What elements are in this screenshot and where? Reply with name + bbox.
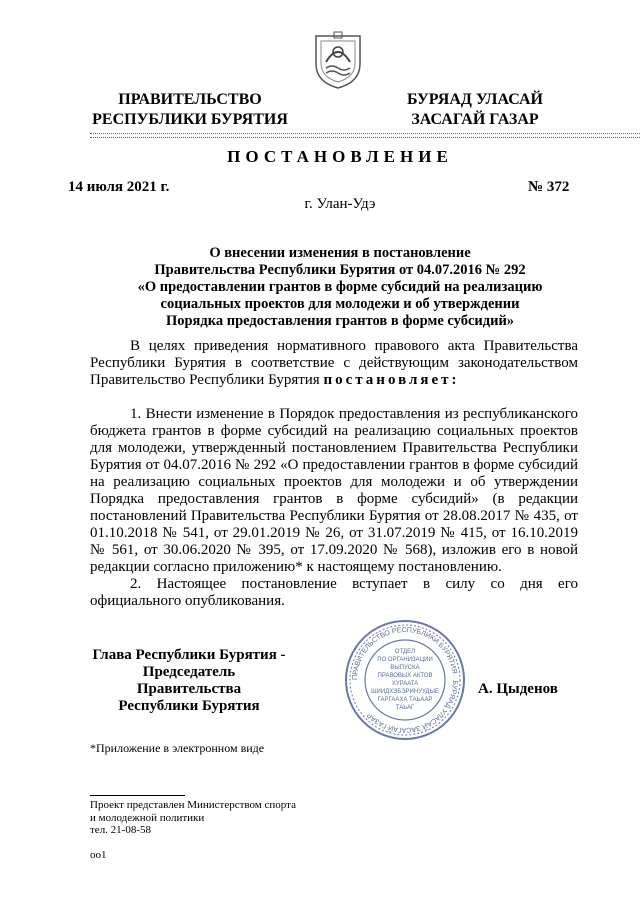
footer-separator: [90, 795, 185, 796]
stamp-line: ХУРААТА: [391, 681, 419, 687]
stamp-line: ТАЬАГ: [395, 705, 415, 711]
footer-line: и молодежной политики: [90, 811, 205, 824]
title-line: О внесении изменения в постановление: [209, 245, 471, 261]
document-date: 14 июля 2021 г.: [68, 179, 170, 195]
header-left: [80, 90, 300, 130]
coat-of-arms-emblem: [312, 30, 364, 90]
appendix-note: *Приложение в электронном виде: [90, 741, 265, 755]
header-left-line2: РЕСПУБЛИКИ БУРЯТИЯ: [92, 111, 288, 128]
stamp-ring-text: ПРАВИТЕЛЬСТВО РЕСПУБЛИКИ БУРЯТИЯ · БУРЯАД УЛАСАЙ ЗАСАГАЙ ГАЗАР: [351, 626, 459, 734]
preamble-decree: постановляет:: [323, 372, 460, 388]
document-type: ПОСТАНОВЛЕНИЕ: [227, 147, 453, 166]
paragraph-1: 1. Внести изменение в Порядок предоставления из республиканского бюджета грантов в форме субсидий на реализацию социальных проектов для молодежи, утвержденный постановлением Правительства Республики Бурятия от 04.07.2016 № 292 «О предоставлении грантов в форме субсидий на реализацию социальных проектов для молодежи и об утверждении Порядка предоставления грантов в форме субсидий» (в редакции постановлений Правительства Республики Бурятия от 28.08.2017 № 435, от 01.10.2018 № 541, от 29.01.2019 № 26, от 31.07.2019 № 415, от 16.10.2019 № 561, от 30.06.2020 № 395, от 17.09.2020 № 568), изложив его в новой редакции согласно приложению* к настоящему постановлению.: [90, 406, 578, 575]
title-line: социальных проектов для молодежи и об утверждении: [160, 296, 520, 312]
signatory-position-line: Республики Бурятия: [118, 698, 260, 714]
footer-info: [90, 799, 296, 837]
signatory-position: [90, 647, 288, 715]
footer-line: Проект представлен Министерством спорта: [90, 799, 296, 811]
header-left-line1: ПРАВИТЕЛЬСТВО: [118, 91, 262, 108]
title-line: «О предоставлении грантов в форме субсидий на реализацию: [137, 279, 543, 295]
footer-code: оо1: [90, 849, 107, 861]
footer-phone: тел. 21-08-58: [90, 824, 152, 836]
stamp-line: ВЫПУСКА: [390, 665, 420, 671]
document-title: [90, 245, 590, 330]
signatory-name: А. Цыденов: [478, 681, 558, 697]
stamp-line: ПО ОРГАНИЗАЦИИ: [377, 657, 433, 663]
stamp-line: ГАРГААХА ТАЬААР: [377, 697, 433, 703]
header-right-line2: ЗАСАГАЙ ГАЗАР: [411, 111, 539, 128]
stamp-line: ШИИДХЭБЭРИНУУДЫЕ: [371, 689, 439, 695]
paragraph-2: 2. Настоящее постановление вступает в силу со дня его официального опубликования.: [90, 576, 578, 609]
title-line: Порядка предоставления грантов в форме субсидий»: [165, 313, 515, 329]
official-stamp: [343, 618, 467, 742]
stamp-inner-text: [367, 648, 443, 712]
signatory-position-line: Председатель Правительства: [136, 664, 242, 697]
header-divider-bottom: [90, 137, 640, 138]
preamble-text: В целях приведения нормативного правового акта Правительства Республики Бурятия в соответствие с действующим законодательством Правительство Республики Бурятия: [90, 338, 578, 388]
title-line: Правительства Республики Бурятия от 04.07.2016 № 292: [154, 262, 526, 278]
header-right: [375, 90, 575, 130]
stamp-line: ОТДЕЛ: [394, 649, 416, 655]
signatory-position-line: Глава Республики Бурятия -: [92, 647, 286, 663]
document-number: № 372: [528, 179, 570, 195]
stamp-line: ПРАВОВЫХ АКТОВ: [377, 673, 433, 679]
header-divider-top: [90, 133, 640, 134]
header-right-line1: БУРЯАД УЛАСАЙ: [407, 91, 543, 108]
preamble: [90, 338, 578, 389]
document-city: г. Улан-Удэ: [304, 196, 376, 212]
